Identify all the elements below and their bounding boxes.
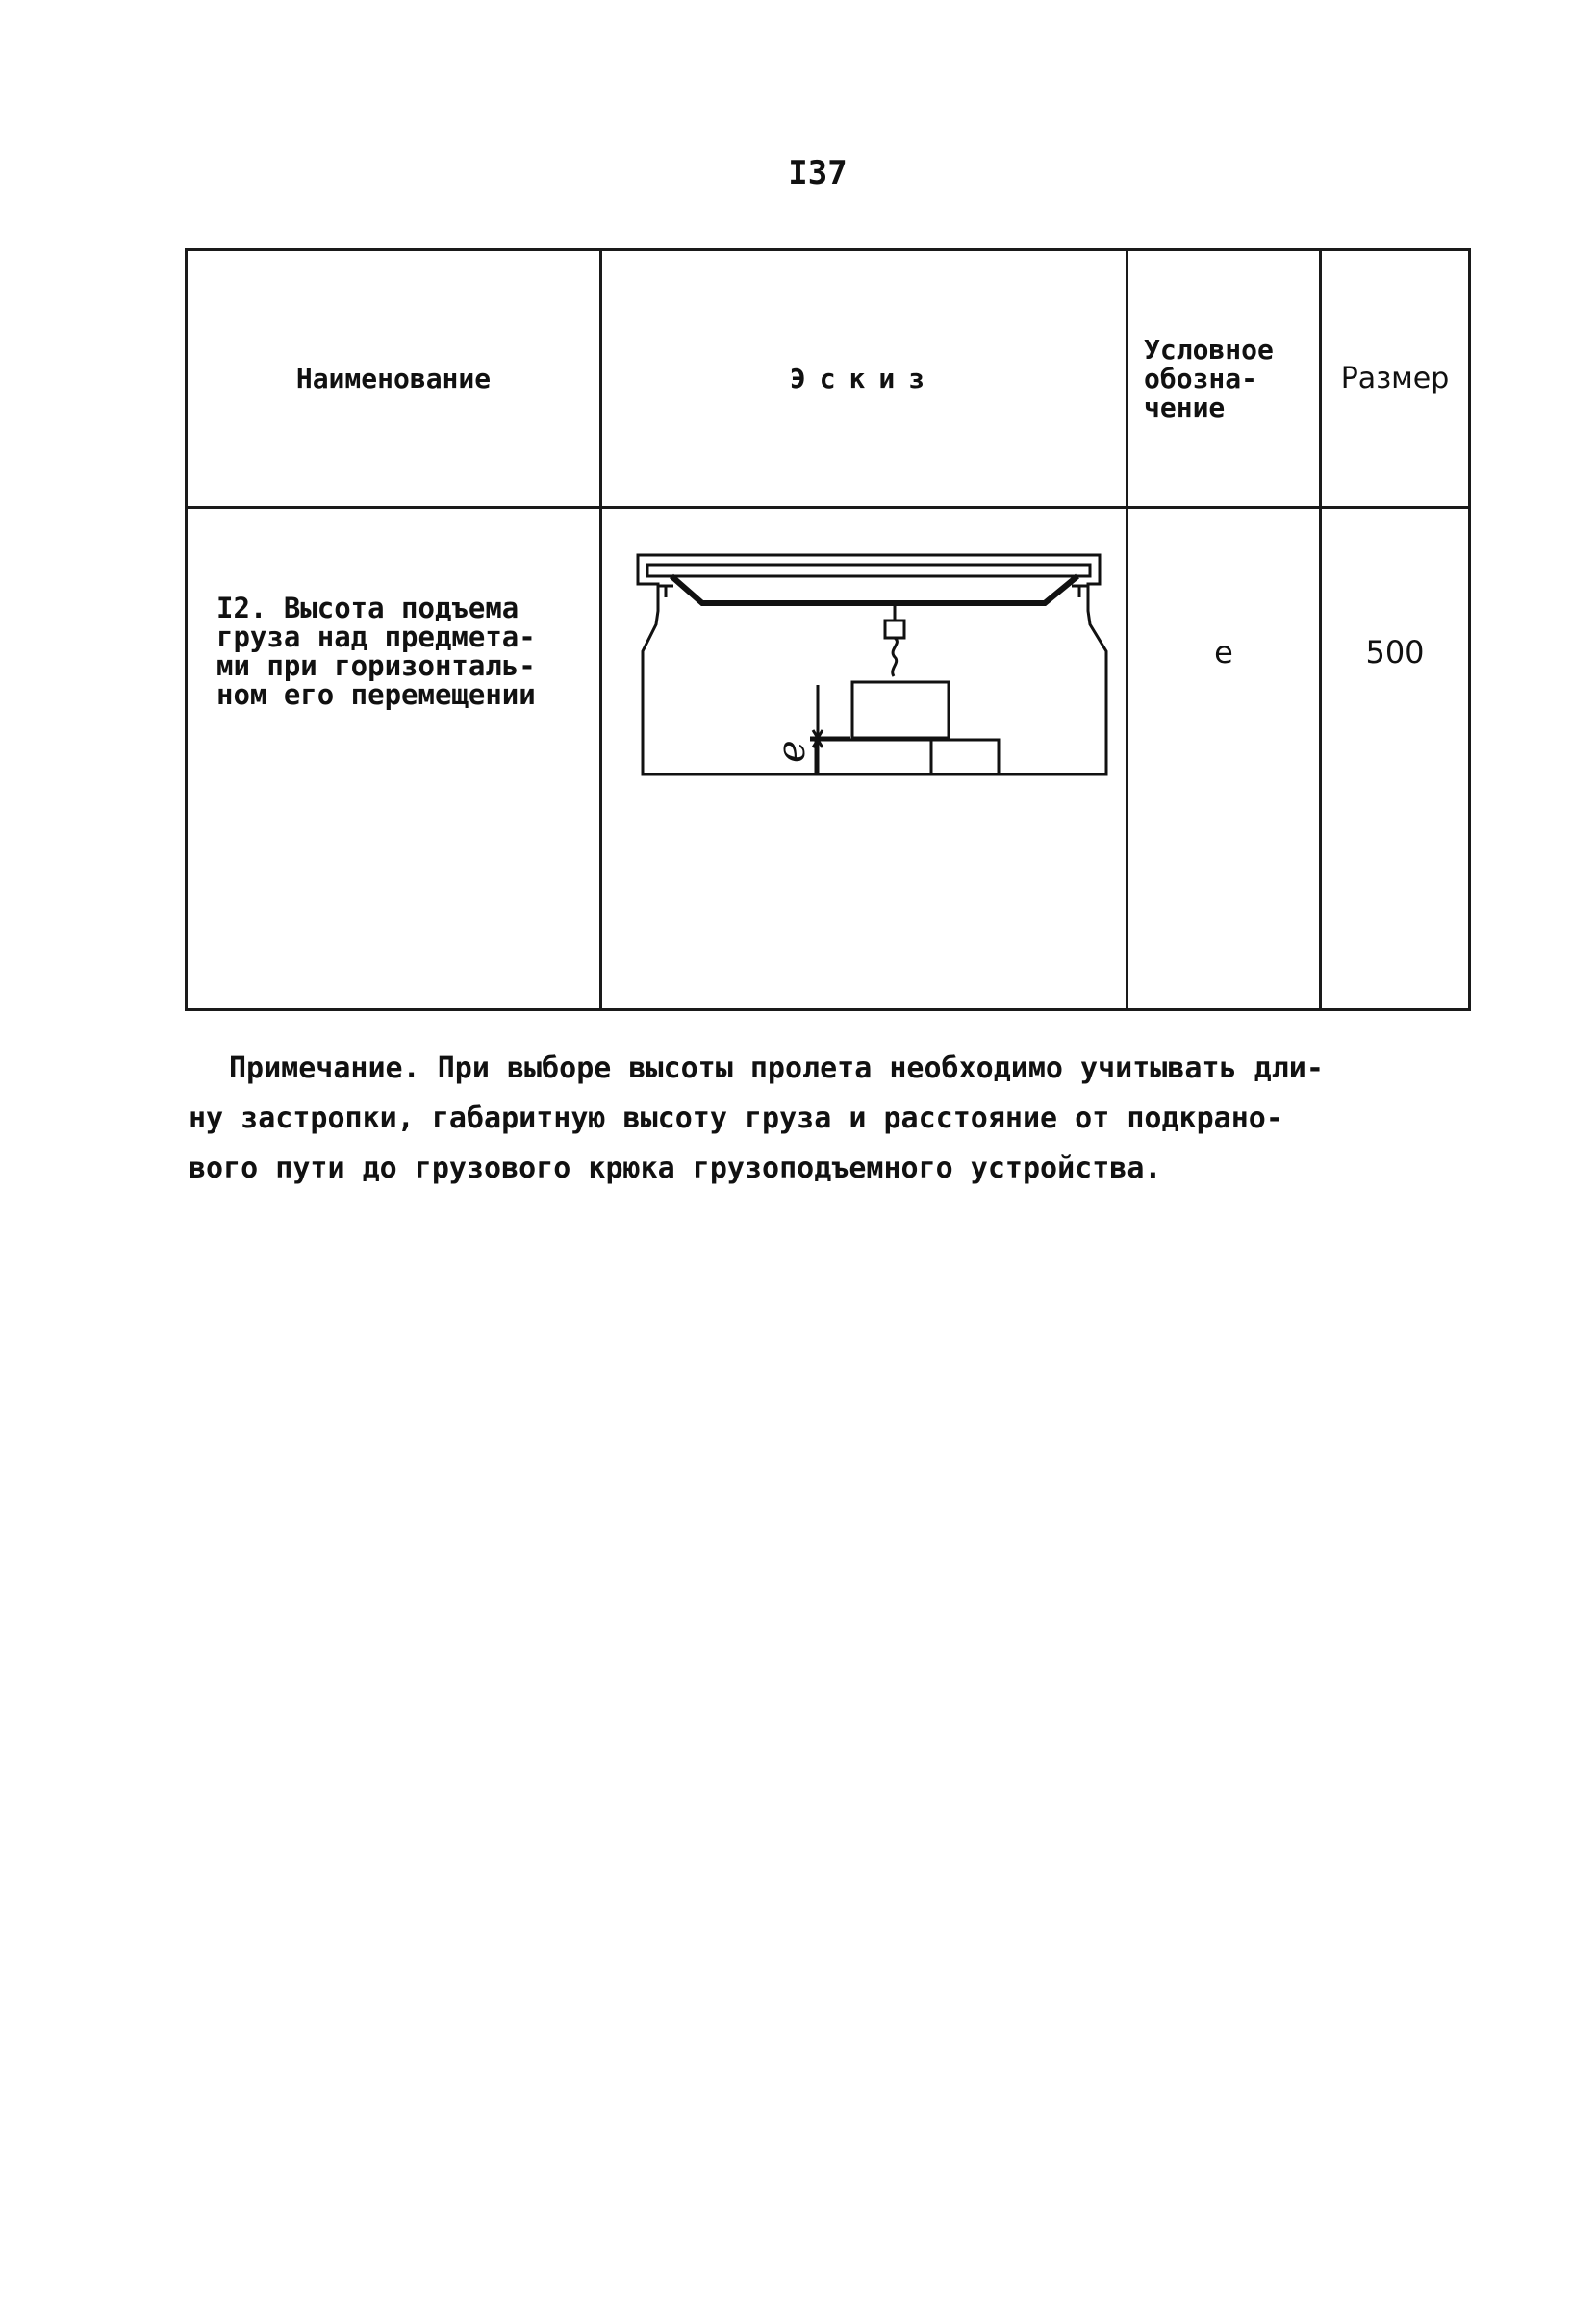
- cargo-block: [852, 682, 949, 738]
- note-paragraph: [189, 1044, 1439, 1194]
- rail-right: [1072, 586, 1087, 597]
- floor-object-right: [931, 740, 999, 774]
- note-line3: вого пути до грузового крюка грузоподъемного устройства.: [189, 1152, 1162, 1185]
- row-sketch-cell: [601, 508, 1127, 1010]
- page-number: I37: [788, 154, 848, 192]
- crane-hook-icon: [893, 638, 898, 676]
- dimension-label: e: [770, 739, 814, 763]
- header-symbol-line2: обозна-: [1144, 362, 1258, 394]
- header-symbol: [1127, 250, 1321, 508]
- crane-sketch: [614, 517, 1114, 998]
- spec-table: [185, 248, 1471, 1011]
- row-name-line3: ми при горизонталь-: [216, 649, 536, 682]
- row-name-line1: I2. Высота подъема: [216, 592, 519, 624]
- header-symbol-line1: Условное: [1144, 333, 1274, 366]
- hook-block: [885, 621, 904, 638]
- header-name: Наименование: [187, 250, 601, 508]
- building-outline: [638, 555, 1106, 774]
- row-size-cell: 500: [1321, 508, 1470, 1010]
- rail-left: [658, 586, 673, 597]
- note-line1: Примечание. При выборе высоты пролета необходимо учитывать дли-: [229, 1051, 1324, 1085]
- crane-bridge-top: [647, 565, 1090, 576]
- row-symbol-cell: е: [1127, 508, 1321, 1010]
- note-line2: ну застропки, габаритную высоту груза и расстояние от подкрано-: [189, 1102, 1283, 1135]
- table-row: [187, 508, 1470, 1010]
- row-name-line2: груза над предмета-: [216, 621, 536, 653]
- header-size: Размер: [1321, 250, 1470, 508]
- table-header-row: [187, 250, 1470, 508]
- header-sketch: Эскиз: [601, 250, 1127, 508]
- header-symbol-line3: чение: [1144, 391, 1226, 423]
- row-name-cell: [187, 508, 601, 1010]
- row-name-line4: ном его перемещении: [216, 678, 536, 711]
- floor-object-left: [816, 740, 931, 774]
- crane-bridge-girder: [671, 576, 1077, 603]
